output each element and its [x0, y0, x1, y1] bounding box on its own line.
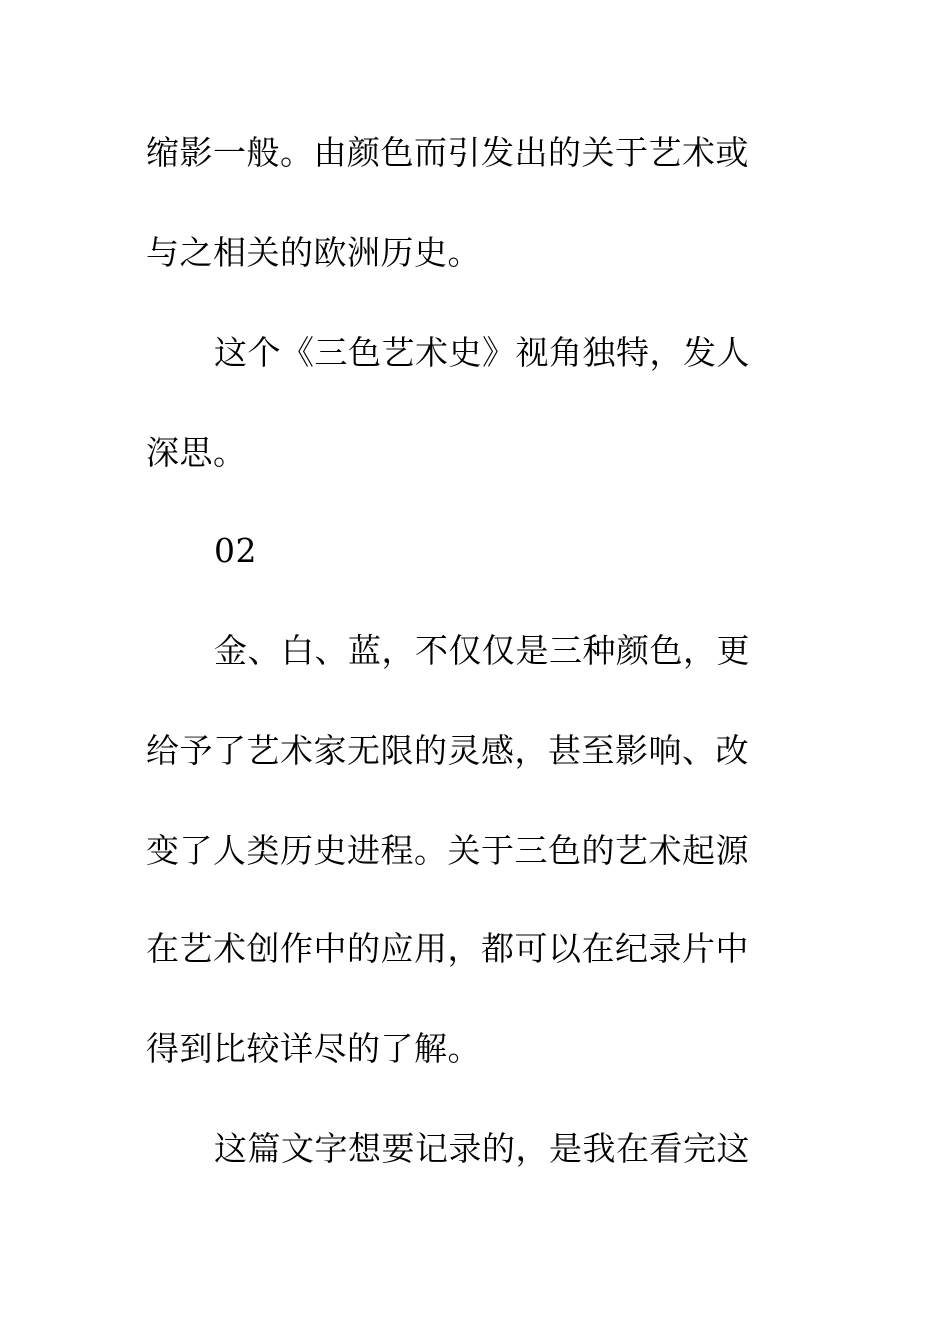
text-line-9: 得到比较详尽的了解。 [146, 1029, 481, 1068]
text-line-7: 变了人类历史进程。关于三色的艺术起源 [146, 831, 749, 870]
text-line-10: 这篇文字想要记录的，是我在看完这 [214, 1129, 750, 1168]
text-line-5: 金、白、蓝，不仅仅是三种颜色，更 [214, 631, 750, 670]
text-line-1: 缩影一般。由颜色而引发出的关于艺术或 [146, 133, 749, 172]
text-line-4: 深思。 [146, 433, 247, 472]
text-line-8: 在艺术创作中的应用，都可以在纪录片中 [146, 929, 749, 968]
section-number: 02 [214, 531, 257, 570]
text-line-3: 这个《三色艺术史》视角独特，发人 [214, 333, 750, 372]
text-line-6: 给予了艺术家无限的灵感，甚至影响、改 [146, 731, 749, 770]
text-line-2: 与之相关的欧洲历史。 [146, 233, 481, 272]
